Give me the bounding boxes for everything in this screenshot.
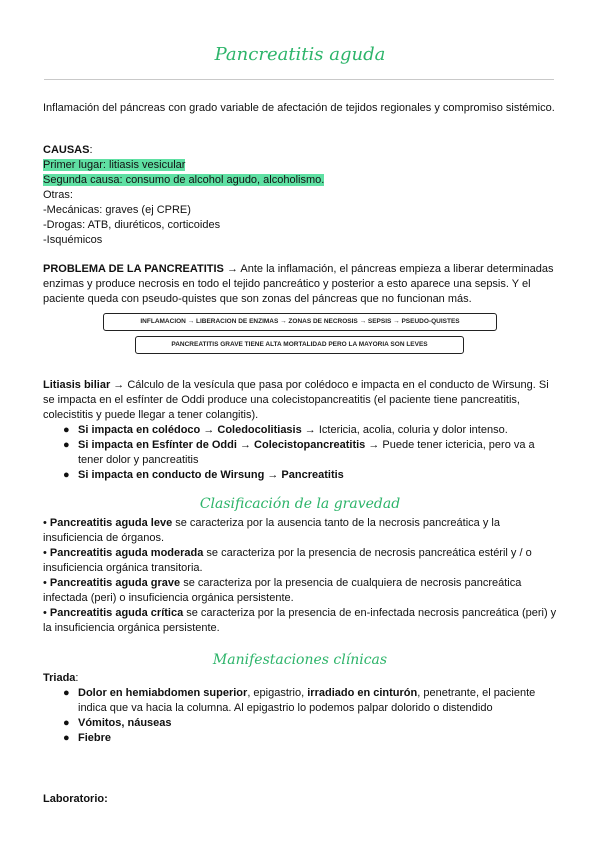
manifestaciones-heading: Manifestaciones clínicas [212, 652, 388, 668]
list-item-text: se caracteriza por la presencia de en-infectada necrosis pancreática (peri) y la insuficiencia orgánica persistente. [43, 607, 557, 634]
list-item [43, 686, 558, 716]
manifestaciones-section [43, 671, 558, 746]
list-item-bold: Si impacta en colédoco → Coledocolitiasis [78, 424, 302, 436]
bullet-icon: ● [63, 717, 70, 729]
list-item-bold: Dolor en hemiabdomen superior [78, 687, 248, 699]
bullet-icon: ● [63, 469, 70, 481]
list-item-text: , penetrante, el paciente indica que va hacia la columna. Al epigastrio lo podemos palpar dolorido o distendido [78, 687, 536, 714]
list-item [43, 423, 558, 438]
list-item-text: → Ictericia, acolia, coluria y dolor intenso. [301, 424, 508, 436]
page-title: Pancreatitis aguda [214, 44, 386, 65]
laboratorio-label: Laboratorio: [43, 793, 108, 805]
title-divider [44, 79, 554, 80]
intro-paragraph: Inflamación del páncreas con grado variable de afectación de tejidos regionales y compromiso sistémico. [43, 102, 555, 114]
problema-text: → Ante la inflamación, el páncreas empieza a liberar determinadas enzimas y produce necrosis en todo el tejido pancreático y posterior a esto aparece una sepsis. Y el paciente queda con pseudo-quistes que son zonas del páncreas que no funcionan más. [43, 263, 554, 305]
causas-section [43, 143, 558, 248]
litiasis-text: → Cálculo de la vesícula que pasa por colédoco e impacta en el conducto de Wirsung. Si se impacta en el esfínter de Oddi produce una colecistopancreatitis (el paciente tiene pancreatitis, colecistitis y puede llegar a tener colangitis). [43, 379, 549, 421]
list-item [43, 731, 558, 746]
list-item-bold: Fiebre [78, 732, 112, 744]
bullet-icon: ● [63, 424, 70, 436]
list-item-bold: Si impacta en Esfínter de Oddi → Colecistopancreatitis [78, 439, 366, 451]
litiasis-paragraph [43, 378, 558, 423]
list-item-bold: Pancreatitis aguda moderada [49, 547, 204, 559]
cause-second-highlight: Segunda causa: consumo de alcohol agudo, alcoholismo. [43, 174, 325, 186]
list-item [43, 576, 558, 606]
list-item-bold: Si impacta en conducto de Wirsung → Pancreatitis [78, 469, 344, 481]
bullet-icon: • [43, 607, 50, 619]
list-item [43, 546, 558, 576]
causas-colon: : [89, 144, 93, 156]
other-cause-item: -Mecánicas: graves (ej CPRE) [43, 204, 191, 216]
triada-label: Triada [43, 672, 76, 684]
list-item-text: → Puede tener ictericia, pero va a tener dolor y pancreatitis [78, 439, 535, 466]
list-item-text: se caracteriza por la ausencia tanto de la necrosis pancreática y la insuficiencia de órganos. [43, 517, 500, 544]
list-item-bold: Pancreatitis aguda crítica [49, 607, 184, 619]
list-item [43, 606, 558, 636]
triada-list [43, 686, 558, 746]
triada-line [43, 671, 558, 686]
causas-heading: CAUSAS [43, 144, 90, 156]
list-item-text: , epigastrio, [247, 687, 308, 699]
list-item [43, 516, 558, 546]
litiasis-section [43, 378, 558, 483]
litiasis-heading: Litiasis biliar [43, 379, 111, 391]
others-label: Otras: [43, 189, 73, 201]
list-item-text: se caracteriza por la presencia de necrosis pancreática estéril y / o insuficiencia orgánica transitoria. [43, 547, 532, 574]
flow-box-mortality: PANCREATITIS GRAVE TIENE ALTA MORTALIDAD PERO LA MAYORIA SON LEVES [135, 336, 464, 354]
list-item-text: se caracteriza por la presencia de cualquiera de necrosis pancreática infectada (peri) o insuficiencia orgánica persistente. [43, 577, 522, 604]
bullet-icon: • [43, 547, 50, 559]
other-cause-item: -Isquémicos [43, 234, 103, 246]
cause-first-highlight: Primer lugar: litiasis vesicular [43, 159, 186, 171]
causas-heading-line [43, 143, 558, 158]
other-cause-item: -Drogas: ATB, diuréticos, corticoides [43, 219, 221, 231]
problema-paragraph [43, 262, 558, 307]
bullet-icon: • [43, 517, 50, 529]
list-item-bold: Pancreatitis aguda grave [49, 577, 181, 589]
laboratorio-heading [43, 792, 558, 807]
litiasis-list [43, 423, 558, 483]
bullet-icon: ● [63, 439, 70, 451]
list-item-bold: Pancreatitis aguda leve [49, 517, 173, 529]
clasificacion-heading: Clasificación de la gravedad [199, 496, 401, 512]
list-item [43, 468, 558, 483]
bullet-icon: • [43, 577, 50, 589]
triada-colon: : [75, 672, 79, 684]
bullet-icon: ● [63, 687, 70, 699]
list-item [43, 438, 558, 468]
list-item [43, 716, 558, 731]
clasificacion-list [43, 516, 558, 636]
problema-heading: PROBLEMA DE LA PANCREATITIS [43, 263, 224, 275]
flow-box-sequence: INFLAMACION → LIBERACION DE ENZIMAS → ZONAS DE NECROSIS → SEPSIS → PSEUDO-QUISTES [103, 313, 497, 331]
list-item-bold: Vómitos, náuseas [78, 717, 172, 729]
list-item-bold: irradiado en cinturón [307, 687, 418, 699]
bullet-icon: ● [63, 732, 70, 744]
